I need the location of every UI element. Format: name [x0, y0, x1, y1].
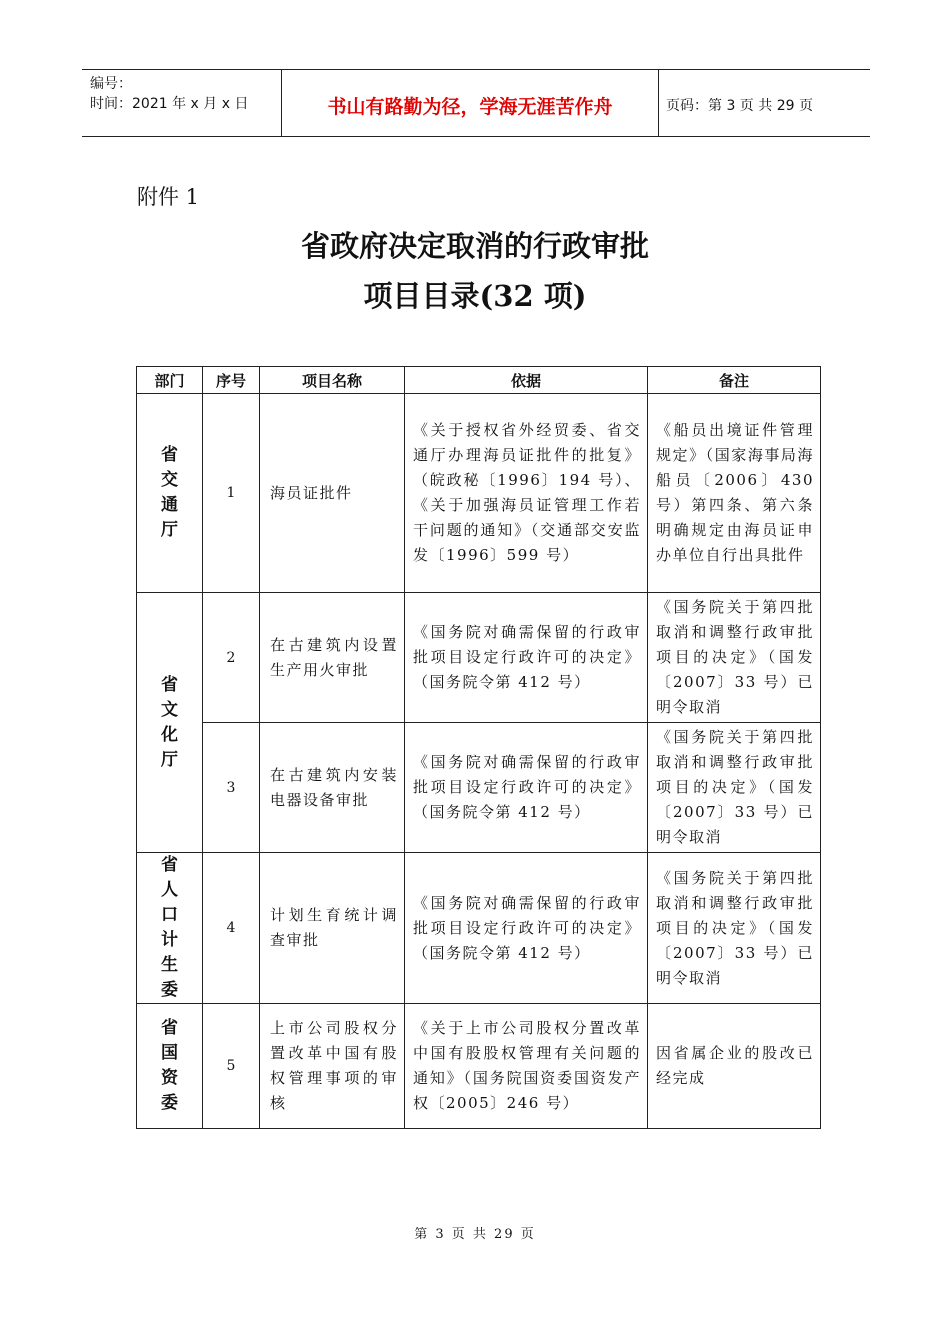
header-name: 项目名称: [260, 367, 405, 394]
dept-cell: [137, 394, 203, 593]
header-page-number: 页码：第 3 页 共 29 页: [666, 98, 813, 114]
document-subtitle: 项目目录(32 项): [363, 279, 587, 313]
document-title: 省政府决定取消的行政审批: [300, 229, 649, 263]
header-remark: 备注: [648, 367, 821, 394]
approval-items-table: [136, 366, 821, 1129]
table-row: [137, 1004, 821, 1129]
header-time: 时间：2021 年 x 月 x 日: [90, 96, 249, 112]
remark-cell: 因省属企业的股改已经完成: [648, 1004, 821, 1129]
table-header-row: [137, 367, 821, 394]
header-motto: 书山有路勤为径，学海无涯苦作舟: [327, 96, 613, 118]
header-basis: 依据: [405, 367, 648, 394]
table-row: [137, 853, 821, 1004]
seq-cell: 2: [203, 593, 260, 723]
item-name-cell: 在古建筑内设置生产用火审批: [260, 593, 405, 723]
basis-cell: 《关于上市公司股权分置改革中国有股股权管理有关问题的通知》（国务院国资委国资发产权〔2005〕246 号）: [405, 1004, 648, 1129]
header-meta: [90, 74, 280, 114]
header-divider: [658, 70, 659, 136]
attachment-label: 附件 1: [137, 185, 200, 209]
page-footer: 第 3 页 共 29 页: [414, 1227, 536, 1242]
header-number: 编号：: [90, 76, 132, 92]
dept-label: 省人口计生委: [161, 855, 178, 1000]
item-name-cell: 在古建筑内安装电器设备审批: [260, 723, 405, 853]
dept-label: 省国资委: [161, 1018, 178, 1113]
basis-cell: 《国务院对确需保留的行政审批项目设定行政许可的决定》（国务院令第 412 号）: [405, 853, 648, 1004]
basis-cell: 《国务院对确需保留的行政审批项目设定行政许可的决定》（国务院令第 412 号）: [405, 723, 648, 853]
table-row: [137, 593, 821, 723]
item-name-cell: 上市公司股权分置改革中国有股权管理事项的审核: [260, 1004, 405, 1129]
header-seq: 序号: [203, 367, 260, 394]
page-header: [82, 69, 870, 137]
basis-cell: 《国务院对确需保留的行政审批项目设定行政许可的决定》（国务院令第 412 号）: [405, 593, 648, 723]
table-row: [137, 723, 821, 853]
basis-cell: 《关于授权省外经贸委、省交通厅办理海员证批件的批复》（皖政秘〔1996〕194 号）、《关于加强海员证管理工作若干问题的通知》（交通部交安监发〔1996〕599 号）: [405, 394, 648, 593]
seq-cell: 1: [203, 394, 260, 593]
remark-cell: 《国务院关于第四批取消和调整行政审批项目的决定》（国发〔2007〕33 号）已明令取消: [648, 853, 821, 1004]
item-name-cell: 海员证批件: [260, 394, 405, 593]
dept-label: 省文化厅: [161, 674, 178, 770]
dept-cell: [137, 1004, 203, 1129]
table-row: [137, 394, 821, 593]
remark-cell: 《船员出境证件管理规定》（国家海事局海船员〔2006〕430 号）第四条、第六条明确规定由海员证申办单位自行出具批件: [648, 394, 821, 593]
seq-cell: 4: [203, 853, 260, 1004]
seq-cell: 5: [203, 1004, 260, 1129]
dept-cell: [137, 593, 203, 853]
seq-cell: 3: [203, 723, 260, 853]
item-name-cell: 计划生育统计调查审批: [260, 853, 405, 1004]
remark-cell: 《国务院关于第四批取消和调整行政审批项目的决定》（国发〔2007〕33 号）已明令取消: [648, 593, 821, 723]
dept-cell: [137, 853, 203, 1004]
header-dept: 部门: [137, 367, 203, 394]
dept-label: 省交通厅: [161, 445, 178, 540]
remark-cell: 《国务院关于第四批取消和调整行政审批项目的决定》（国发〔2007〕33 号）已明令取消: [648, 723, 821, 853]
